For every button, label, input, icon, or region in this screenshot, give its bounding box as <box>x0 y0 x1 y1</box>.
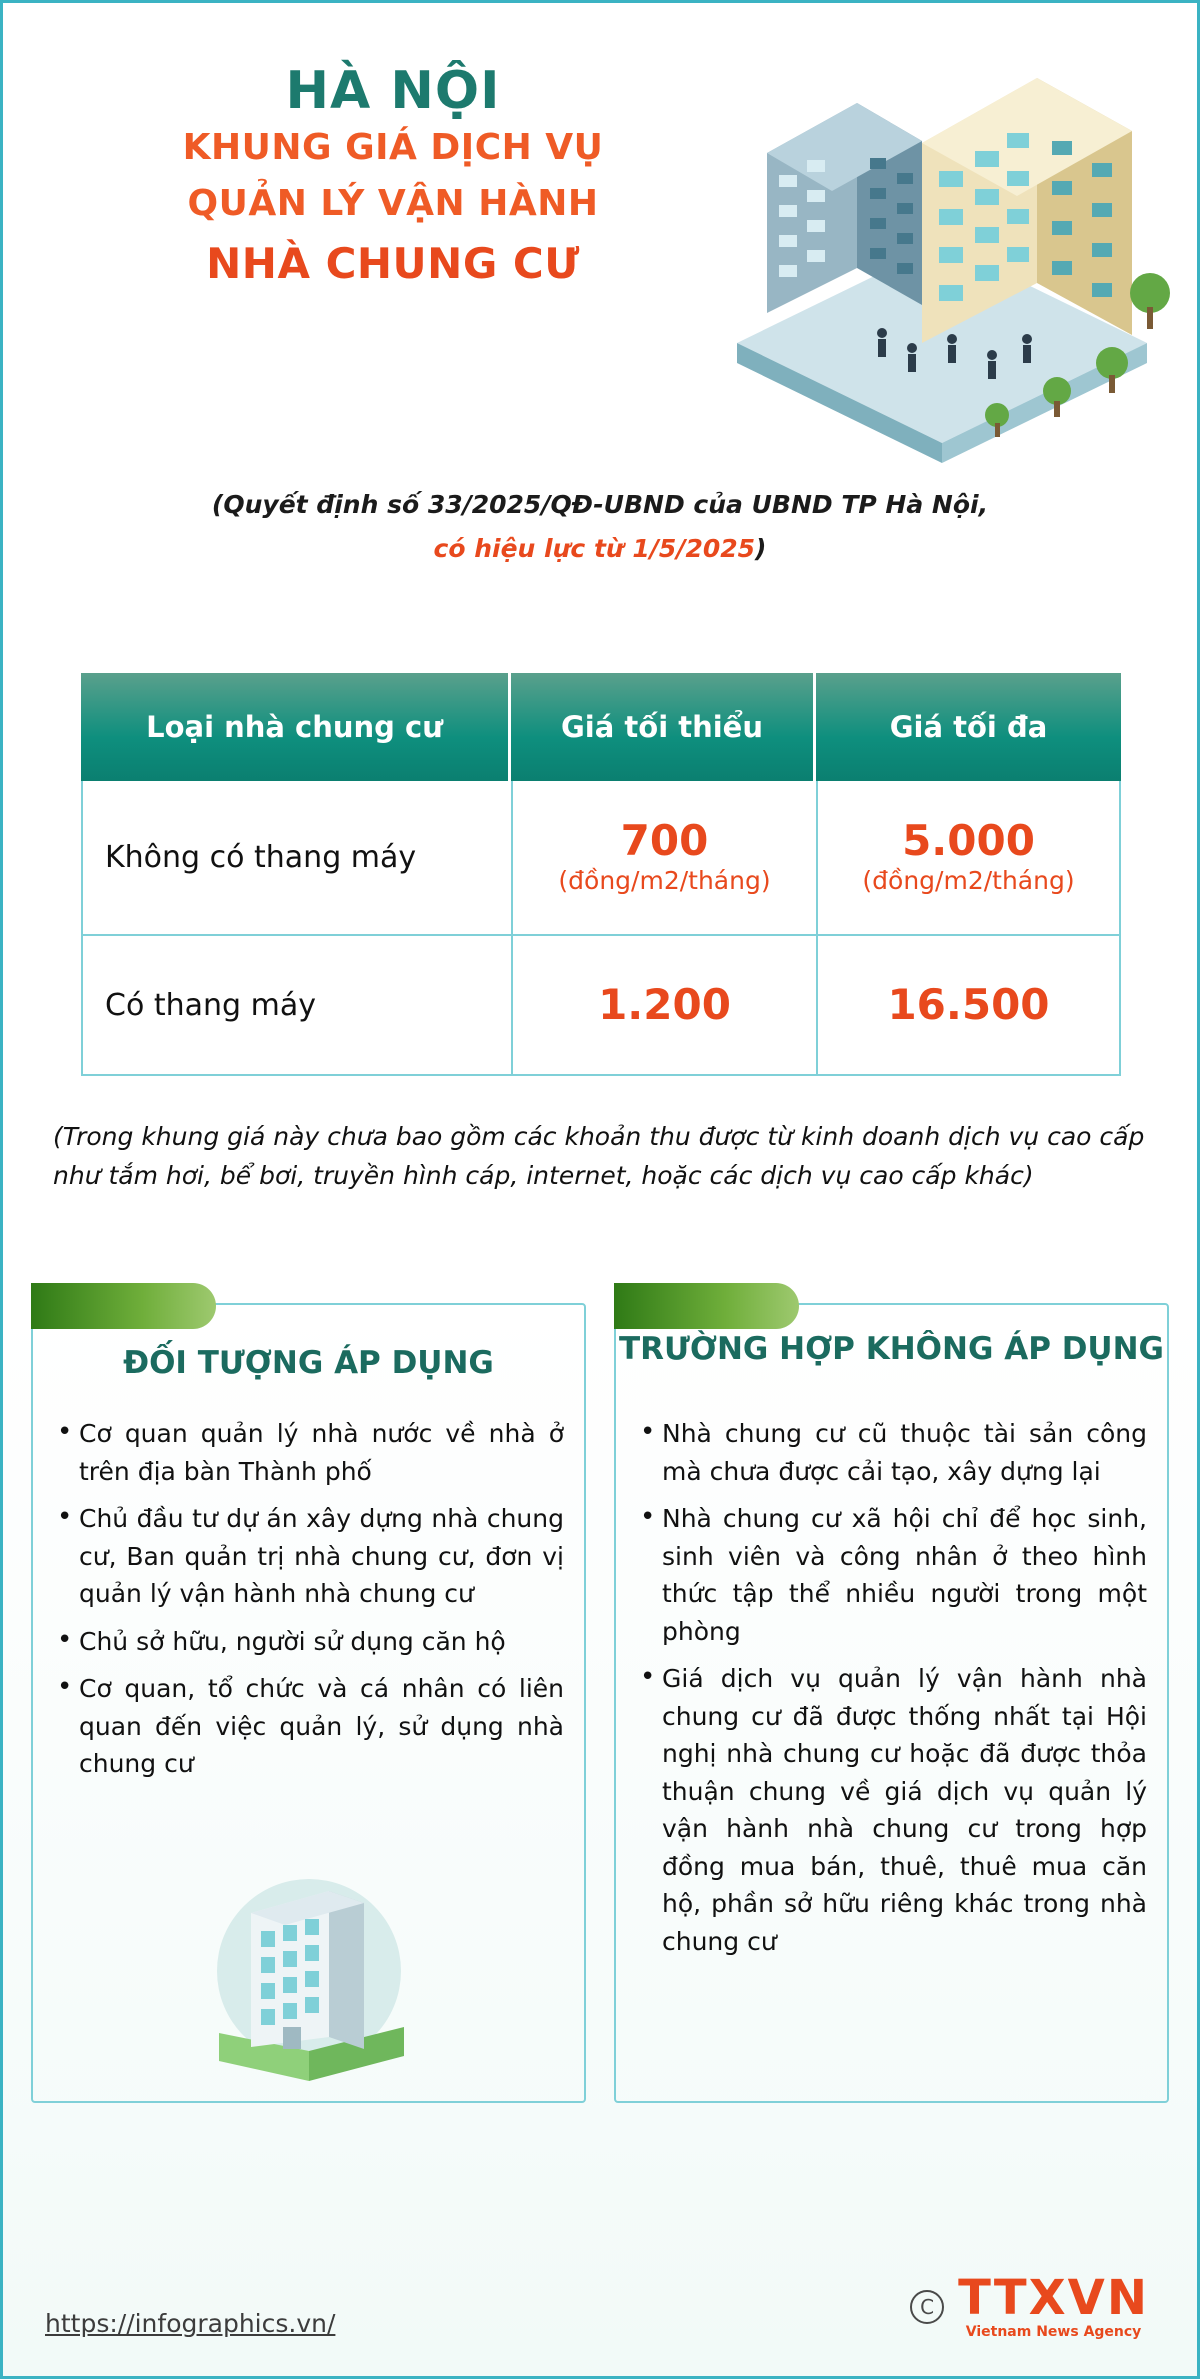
list-item: • Chủ sở hữu, người sử dụng căn hộ <box>53 1623 564 1661</box>
max-value-with-elevator: 16.500 <box>887 979 1050 1029</box>
applicable-subjects-list <box>53 1415 564 1783</box>
min-unit-no-elevator: (đồng/m2/tháng) <box>558 866 771 896</box>
page-title-line2: QUẢN LÝ VẬN HÀNH <box>187 182 599 224</box>
ttxvn-logo <box>910 2270 1149 2340</box>
page-title-line3: NHÀ CHUNG CƯ <box>206 238 580 288</box>
list-item: • Giá dịch vụ quản lý vận hành nhà chung cư đã được thống nhất tại Hội nghị nhà chung cư hoặc đã được thỏa thuận chung về giá dịch vụ quản lý vận hành nhà chung cư trong hợp đồng mua bán, thuê, thuê mua căn hộ, phần sở hữu riêng khác trong nhà chung cư <box>636 1660 1147 1960</box>
row-min-no-elevator <box>511 781 816 936</box>
table-row <box>81 781 1121 936</box>
decision-note <box>123 483 1077 571</box>
table-header-min: Giá tối thiểu <box>511 673 816 781</box>
table-header-row <box>81 673 1121 781</box>
panel-non-applicable-cases <box>614 1303 1169 2103</box>
decision-line1: Quyết định số 33/2025/QĐ-UBND của UBND TP Hà Nội, <box>223 490 989 519</box>
row-min-with-elevator <box>511 936 816 1076</box>
decision-line2: có hiệu lực từ 1/5/2025 <box>433 533 756 563</box>
row-max-with-elevator <box>816 936 1121 1076</box>
table-header-max: Giá tối đa <box>816 673 1121 781</box>
copyright-icon: C <box>910 2290 944 2324</box>
max-value-no-elevator: 5.000 <box>902 816 1035 866</box>
panel-applicable-subjects <box>31 1303 586 2103</box>
footer-url-link[interactable]: https://infographics.vn/ <box>45 2309 336 2338</box>
logo-subtitle: Vietnam News Agency <box>965 2324 1142 2340</box>
list-item: • Cơ quan quản lý nhà nước về nhà ở trên địa bàn Thành phố <box>53 1415 564 1490</box>
max-unit-no-elevator: (đồng/m2/tháng) <box>862 866 1075 896</box>
table-row <box>81 936 1121 1076</box>
page-title-line1: KHUNG GIÁ DỊCH VỤ <box>182 127 604 169</box>
panel-ribbon <box>614 1283 799 1329</box>
apartment-block-illustration <box>159 1851 459 2091</box>
table-note: (Trong khung giá này chưa bao gồm các khoản thu được từ kinh doanh dịch vụ cao cấp như tắm hơi, bể bơi, truyền hình cáp, internet, hoặc các dịch vụ cao cấp khác) <box>53 1122 1145 1190</box>
list-item: • Nhà chung cư xã hội chỉ để học sinh, sinh viên và công nhân ở theo hình thức tập thể nhiều người trong một phòng <box>636 1500 1147 1650</box>
page-title-city: HÀ NỘI <box>285 61 501 121</box>
min-value-with-elevator: 1.200 <box>598 979 731 1029</box>
price-table <box>81 673 1121 1076</box>
list-item: • Chủ đầu tư dự án xây dựng nhà chung cư, Ban quản trị nhà chung cư, đơn vị quản lý vận hành nhà chung cư <box>53 1500 564 1613</box>
list-item: • Nhà chung cư cũ thuộc tài sản công mà chưa được cải tạo, xây dựng lại <box>636 1415 1147 1490</box>
list-item: • Cơ quan, tổ chức và cá nhân có liên quan đến việc quản lý, sử dụng nhà chung cư <box>53 1670 564 1783</box>
apartment-buildings-illustration <box>707 43 1177 463</box>
header <box>3 43 1197 463</box>
min-value-no-elevator: 700 <box>620 816 709 866</box>
decision-open-paren: ( <box>211 490 224 519</box>
row-label-no-elevator: Không có thang máy <box>81 781 511 936</box>
table-header-type: Loại nhà chung cư <box>81 673 511 781</box>
row-label-with-elevator: Có thang máy <box>81 936 511 1076</box>
row-max-no-elevator <box>816 781 1121 936</box>
panel-title-applicable: ĐỐI TƯỢNG ÁP DỤNG <box>123 1345 494 1381</box>
logo-text: TTXVN <box>958 2270 1149 2326</box>
decision-close-paren: ) <box>755 533 767 563</box>
non-applicable-cases-list <box>636 1415 1147 1960</box>
panel-title-non-applicable: TRƯỜNG HỢP KHÔNG ÁP DỤNG <box>618 1331 1164 1367</box>
panel-ribbon <box>31 1283 216 1329</box>
title-block <box>113 63 673 295</box>
panels-container <box>31 1303 1169 2103</box>
